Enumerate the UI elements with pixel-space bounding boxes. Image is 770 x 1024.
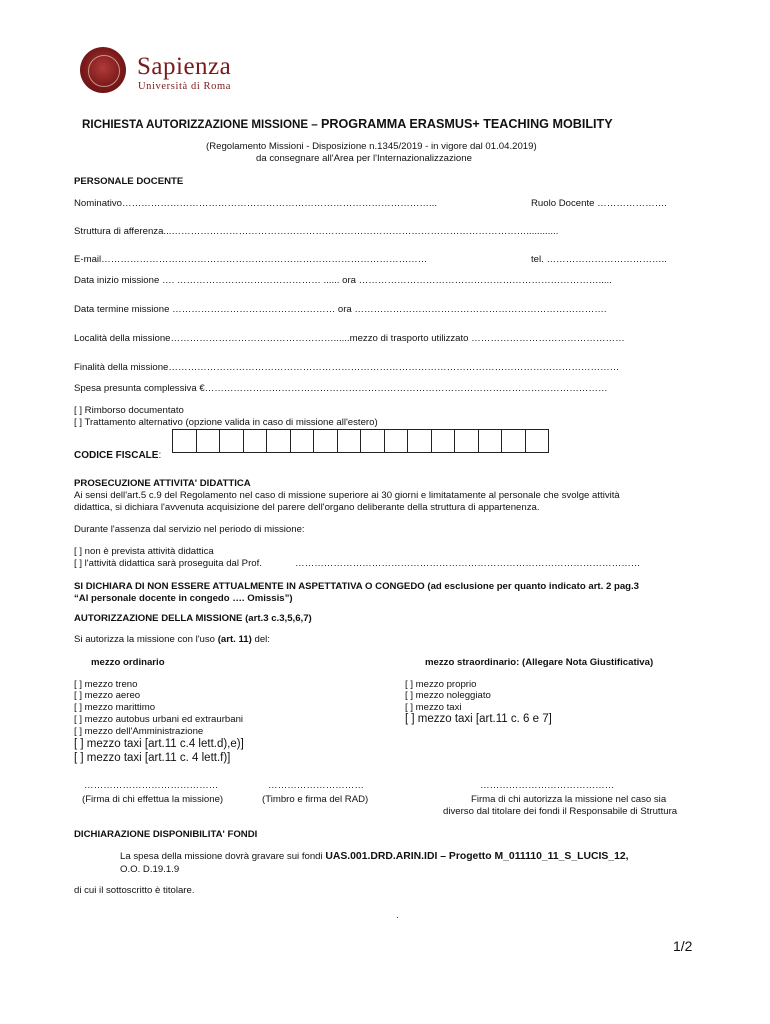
mezzo-marittimo-checkbox[interactable]: [ ] mezzo marittimo: [74, 702, 156, 713]
firma-autorizza-label1: Firma di chi autorizza la missione nel caso sia: [471, 794, 667, 805]
cf-cell[interactable]: [337, 429, 362, 453]
cf-cell[interactable]: [290, 429, 315, 453]
center-dot: .: [396, 910, 399, 921]
document-title: RICHIESTA AUTORIZZAZIONE MISSIONE – PROGRAMMA ERASMUS+ TEACHING MOBILITY: [82, 117, 613, 131]
didattica-heading: PROSECUZIONE ATTIVITA' DIDATTICA: [74, 478, 251, 489]
sapienza-seal-icon: [80, 47, 126, 93]
cf-cell[interactable]: [525, 429, 550, 453]
cf-cell[interactable]: [243, 429, 268, 453]
firma-rad-line[interactable]: …………………………: [268, 780, 364, 791]
mezzo-ordinario-heading: mezzo ordinario: [91, 657, 165, 668]
didattica-line2: didattica, si dichiara l'avvenuta acquisizione del parere dell'organo deliberante della struttura di appartenenza.: [74, 502, 540, 513]
codice-fiscale-boxes[interactable]: [172, 429, 548, 453]
email-field[interactable]: E-mail…………………………………………………………………………………………: [74, 254, 428, 265]
fondi-text: La spesa della missione dovrà gravare sui fondi UAS.001.DRD.ARIN.IDI – Progetto M_011110_11_S_LUCIS_12,: [120, 851, 629, 862]
cf-cell[interactable]: [431, 429, 456, 453]
firma-autorizza-label2: diverso dal titolare dei fondi il Responsabile di Struttura: [443, 806, 678, 817]
rimborso-checkbox[interactable]: [ ] Rimborso documentato: [74, 405, 184, 416]
spesa-field[interactable]: Spesa presunta complessiva €………………………………………………………………………………………………………………: [74, 383, 608, 394]
dichiara-line2: “Al personale docente in congedo …. Omissis”): [74, 593, 293, 604]
tel-field[interactable]: tel. ………………………………..: [531, 254, 667, 265]
firma-rad-label: (Timbro e firma del RAD): [262, 794, 369, 805]
consegna-line: da consegnare all'Area per l'Internazionalizzazione: [256, 153, 472, 164]
mezzo-straordinario-heading: mezzo straordinario: (Allegare Nota Giustificativa): [425, 657, 654, 668]
cf-cell[interactable]: [407, 429, 432, 453]
cf-cell[interactable]: [313, 429, 338, 453]
fondi-heading: DICHIARAZIONE DISPONIBILITA' FONDI: [74, 829, 258, 840]
firma-autorizza-line[interactable]: ……………………………………: [480, 780, 615, 791]
regolamento-line: (Regolamento Missioni - Disposizione n.1345/2019 - in vigore dal 01.04.2019): [206, 141, 537, 152]
cf-cell[interactable]: [454, 429, 479, 453]
data-inizio-field[interactable]: Data inizio missione …. ……………………………………… ...... ora ………………………………………………………………….....: [74, 275, 612, 286]
dichiara-line1: SI DICHIARA DI NON ESSERE ATTUALMENTE IN ASPETTATIVA O CONGEDO (ad esclusione per quanto indicato art. 2 pag.3: [74, 581, 640, 592]
didattica-line1: Ai sensi dell'art.5 c.9 del Regolamento nel caso di missione superiore ai 30 giorni e limitatamente al personale che svolge attività: [74, 490, 620, 501]
mezzo-proprio-checkbox[interactable]: [ ] mezzo proprio: [405, 679, 477, 690]
personale-heading: PERSONALE DOCENTE: [74, 176, 184, 187]
mezzo-amministrazione-checkbox[interactable]: [ ] mezzo dell'Amministrazione: [74, 726, 204, 737]
mezzo-taxi-checkbox[interactable]: [ ] mezzo taxi: [405, 702, 462, 713]
cf-cell[interactable]: [501, 429, 526, 453]
mezzo-taxi-f-checkbox[interactable]: [ ] mezzo taxi [art.11 c. 4 lett.f)]: [74, 752, 231, 764]
localita-field[interactable]: Località della missione……………………………………………......mezzo di trasporto utilizzato …………………………………………: [74, 333, 625, 344]
mezzo-autobus-checkbox[interactable]: [ ] mezzo autobus urbani ed extraurbani: [74, 714, 244, 725]
struttura-field[interactable]: Struttura di afferenza...…………………………………………………………………………………………………............: [74, 226, 559, 237]
cf-cell[interactable]: [266, 429, 291, 453]
durante-line: Durante l'assenza dal servizio nel periodo di missione:: [74, 524, 305, 535]
fondi-oo: O.O. D.19.1.9: [120, 864, 180, 875]
data-termine-field[interactable]: Data termine missione …………………………………………… ora …………………………………………………………………….: [74, 304, 607, 315]
trattamento-checkbox[interactable]: [ ] Trattamento alternativo (opzione valida in caso di missione all'estero): [74, 417, 378, 428]
mezzo-taxi-de-checkbox[interactable]: [ ] mezzo taxi [art.11 c.4 lett.d),e)]: [74, 738, 244, 750]
mezzo-treno-checkbox[interactable]: [ ] mezzo treno: [74, 679, 138, 690]
cf-cell[interactable]: [219, 429, 244, 453]
codice-fiscale-label: CODICE FISCALE:: [74, 450, 162, 461]
didattica-prof-checkbox[interactable]: [ ] l'attività didattica sarà proseguita dal Prof.: [74, 558, 262, 569]
mezzo-taxi-art11-checkbox[interactable]: [ ] mezzo taxi [art.11 c. 6 e 7]: [405, 713, 552, 725]
ruolo-docente-field[interactable]: Ruolo Docente ………………….: [531, 198, 667, 209]
titolare-line: di cui il sottoscritto è titolare.: [74, 885, 195, 896]
cf-cell[interactable]: [384, 429, 409, 453]
cf-cell[interactable]: [196, 429, 221, 453]
autorizzazione-intro: Si autorizza la missione con l'uso (art. 11) del:: [74, 634, 270, 645]
mezzo-aereo-checkbox[interactable]: [ ] mezzo aereo: [74, 690, 141, 701]
cf-cell[interactable]: [360, 429, 385, 453]
page-number: 1/2: [673, 938, 693, 954]
mezzo-noleggiato-checkbox[interactable]: [ ] mezzo noleggiato: [405, 690, 491, 701]
autorizzazione-heading: AUTORIZZAZIONE DELLA MISSIONE (art.3 c.3,5,6,7): [74, 613, 312, 624]
finalita-field[interactable]: Finalità della missione……………………………………………………………………………………………………………………………: [74, 362, 620, 373]
logo-name: Sapienza: [137, 53, 232, 80]
nominativo-field[interactable]: Nominativo……………………………………………………………………………………...: [74, 198, 437, 209]
cf-cell[interactable]: [172, 429, 197, 453]
firma-missione-line[interactable]: ……………………………………: [84, 780, 219, 791]
no-didattica-checkbox[interactable]: [ ] non è prevista attività didattica: [74, 546, 214, 557]
prof-name-field[interactable]: ………………………………………………………………………………………………: [295, 558, 641, 569]
firma-missione-label: (Firma di chi effettua la missione): [82, 794, 224, 805]
cf-cell[interactable]: [478, 429, 503, 453]
logo-subtitle: Università di Roma: [138, 81, 232, 92]
